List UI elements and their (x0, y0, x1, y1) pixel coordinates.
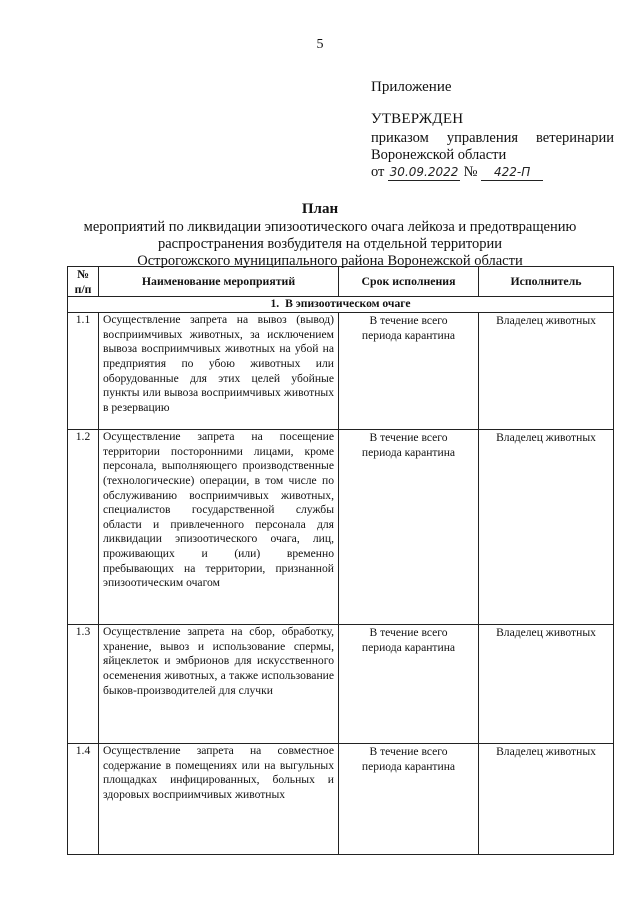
number-prefix: № (463, 164, 478, 180)
header-num-line-1: № (77, 267, 89, 281)
row-executor: Владелец животных (479, 625, 614, 744)
row-term-line-1: В течение всего (369, 745, 448, 759)
row-term (339, 430, 479, 625)
table-header-row (68, 267, 614, 297)
header-executor: Исполнитель (479, 267, 614, 297)
row-term-line-2: периода карантина (361, 328, 456, 342)
handwritten-order-number: 422-П (481, 165, 543, 181)
header-name: Наименование мероприятий (99, 267, 339, 297)
order-line-1: приказом управления ветеринарии (371, 130, 614, 146)
header-num (68, 267, 99, 297)
section-title (68, 297, 614, 313)
row-number: 1.4 (68, 744, 99, 855)
row-description: Осуществление запрета на посещение территории посторонними лицами, кроме персонала, выполняющего производственные (технологические) операции, в том числе по обслуживанию восприимчивых животных, специалистов государственной службы области и привлеченного персонала для ликвидации эпизоотического очага, лиц, проживающих и (или) временно пребывающих на территории, признанной эпизоотическим очагом (99, 430, 339, 625)
row-term-line-2: периода карантина (361, 445, 456, 459)
page-number: 5 (316, 37, 324, 52)
plan-subtitle (60, 219, 600, 270)
section-name: В эпизоотическом очаге (285, 297, 411, 311)
table-row (68, 313, 614, 430)
section-row (68, 297, 614, 313)
header-num-line-2: п/п (74, 281, 92, 296)
plan-title: План (301, 201, 339, 217)
row-term-line-2: периода карантина (361, 640, 456, 654)
row-executor: Владелец животных (479, 744, 614, 855)
row-executor: Владелец животных (479, 430, 614, 625)
row-term (339, 744, 479, 855)
table-row (68, 430, 614, 625)
handwritten-date: 30.09.2022 (389, 165, 459, 179)
row-number: 1.3 (68, 625, 99, 744)
section-index: 1. (270, 297, 280, 311)
measures-table (67, 266, 614, 855)
table-row (68, 744, 614, 855)
date-prefix: от (371, 164, 385, 180)
header-term: Срок исполнения (339, 267, 479, 297)
plan-subtitle-line-1: мероприятий по ликвидации эпизоотического очага лейкоза и предотвращению (83, 219, 577, 235)
table-row (68, 625, 614, 744)
row-term-line-1: В течение всего (369, 431, 448, 445)
row-term (339, 313, 479, 430)
row-description: Осуществление запрета на вывоз (вывод) восприимчивых животных, за исключением вывоза восприимчивых животных на убой на предприятия по убою животных или оборудованные для этих целей убойные пункты или вывоза восприимчивых животных в резервацию (99, 313, 339, 430)
row-description: Осуществление запрета на совместное содержание в помещениях или на выгульных площадках инфицированных, больных и здоровых восприимчивых животных (99, 744, 339, 855)
approval-date-line (371, 164, 543, 181)
row-executor: Владелец животных (479, 313, 614, 430)
row-term (339, 625, 479, 744)
row-term-line-2: периода карантина (361, 759, 456, 773)
plan-subtitle-line-2: распространения возбудителя на отдельной территории (158, 236, 502, 252)
approved-label: УТВЕРЖДЕН (371, 111, 464, 127)
appendix-label: Приложение (371, 79, 452, 95)
approval-order (371, 130, 614, 164)
row-term-line-1: В течение всего (369, 626, 448, 640)
plan-subtitle-line-3: Острогожского муниципального района Воронежской области (137, 253, 523, 269)
order-line-2: Воронежской области (371, 147, 507, 163)
row-description: Осуществление запрета на сбор, обработку, хранение, вывоз и использование спермы, яйцеклеток и эмбрионов для искусственного осеменения животных, а также использование быков-производителей для случки (99, 625, 339, 744)
row-number: 1.1 (68, 313, 99, 430)
row-term-line-1: В течение всего (369, 314, 448, 328)
row-number: 1.2 (68, 430, 99, 625)
